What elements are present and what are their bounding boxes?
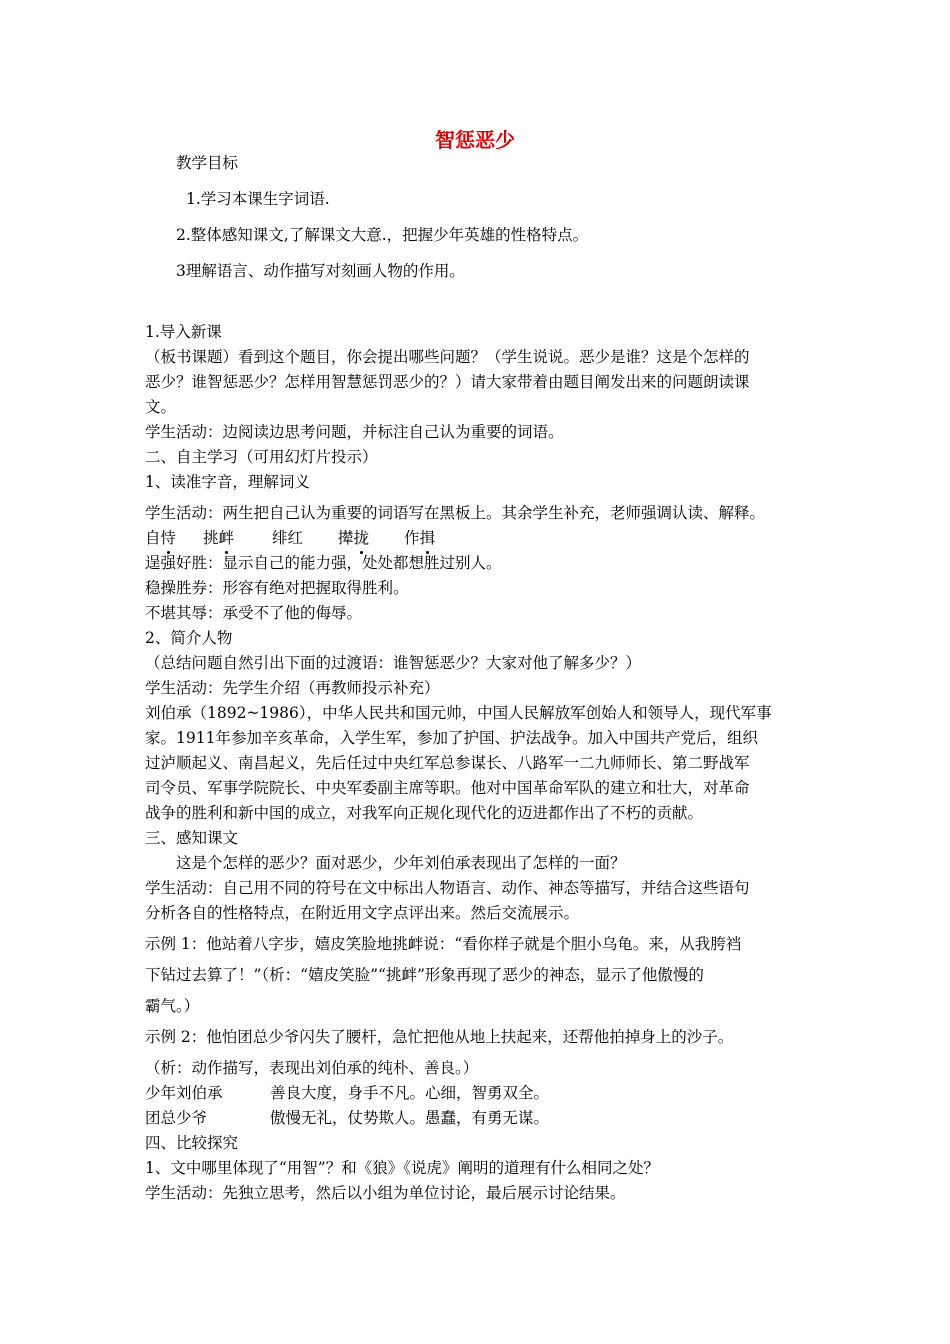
paragraph-line: 文。 (145, 398, 177, 416)
section-heading: 1.导入新课 (145, 323, 222, 341)
paragraph-line: 家。1911年参加辛亥革命，入学生军，参加了护国、护法战争。加入中国共产党后，组织 (145, 729, 758, 747)
subsection-heading: 2、简介人物 (145, 629, 233, 647)
section-heading: 二、自主学习（可用幻灯片投示） (145, 448, 378, 466)
goal-item-3: 3理解语言、动作描写对刻画人物的作用。 (176, 262, 465, 280)
paragraph-line: 1、文中哪里体现了“用智”？和《狼》《说虎》阐明的道理有什么相同之处？ (145, 1159, 659, 1177)
paragraph-line: 学生活动：先独立思考，然后以小组为单位讨论，最后展示讨论结果。 (145, 1184, 626, 1202)
paragraph-line: 这是个怎样的恶少？面对恶少，少年刘伯承表现出了怎样的一面？ (176, 854, 626, 872)
paragraph-line: 稳操胜券：形容有绝对把握取得胜利。 (145, 579, 409, 597)
paragraph-line: 下钻过去算了！”（析：“嬉皮笑脸”“挑衅”形象再现了恶少的神态，显示了他傲慢的 (145, 966, 704, 984)
paragraph-line: （板书课题）看到这个题目，你会提出哪些问题？（学生说说。恶少是谁？这是个怎样的 (145, 348, 750, 366)
vocab-word: 撵拢 (338, 529, 370, 547)
character-traits: 善良大度，身手不凡。心细，智勇双全。 (270, 1084, 550, 1102)
paragraph-line: 不堪其辱：承受不了他的侮辱。 (145, 604, 363, 622)
vocab-word: 作揖 (404, 529, 436, 547)
comparison-row (145, 1082, 550, 1104)
vocab-word: 自恃 (145, 529, 177, 547)
vocab-word: 挑衅 (203, 529, 235, 547)
goals-heading: 教学目标 (176, 154, 239, 172)
paragraph-line: 学生活动：自己用不同的符号在文中标出人物语言、动作、神态等描写，并结合这些语句 (145, 879, 750, 897)
paragraph-line: 学生活动：先学生介绍（再教师投示补充） (145, 679, 440, 697)
paragraph-line: 恶少？谁智惩恶少？怎样用智慧惩罚恶少的？）请大家带着由题目阐发出来的问题朗读课 (145, 373, 750, 391)
paragraph-line: 分析各自的性格特点，在附近用文字点评出来。然后交流展示。 (145, 904, 580, 922)
paragraph-line: 过泸顺起义、南昌起义，先后任过中央红军总参谋长、八路军一二九师师长、第二野战军 (145, 754, 750, 772)
paragraph-line: 示例 1：他站着八字步，嬉皮笑脸地挑衅说：“看你样子就是个胆小乌龟。来，从我胯裆 (145, 935, 742, 953)
character-name: 团总少爷 (145, 1109, 208, 1127)
subsection-heading: 1、读准字音，理解词义 (145, 473, 310, 491)
paragraph-line: 战争的胜利和新中国的成立，对我军向正规化现代化的迈进都作出了不朽的贡献。 (145, 804, 704, 822)
document-title: 智惩恶少 (435, 128, 515, 152)
paragraph-line: （析：动作描写，表现出刘伯承的纯朴、善良。） (145, 1059, 479, 1077)
paragraph-line: 霸气。） (145, 997, 200, 1015)
comparison-row (145, 1107, 550, 1129)
goal-item-1: 1.学习本课生字词语. (186, 190, 330, 208)
paragraph-line: 示例 2：他怕团总少爷闪失了腰杆，急忙把他从地上扶起来，还帮他拍掉身上的沙子。 (145, 1028, 734, 1046)
section-heading: 三、感知课文 (145, 829, 239, 847)
goal-item-2: 2.整体感知课文,了解课文大意.，把握少年英雄的性格特点。 (176, 226, 589, 244)
paragraph-line: 司令员、军事学院院长、中央军委副主席等职。他对中国革命军队的建立和壮大，对革命 (145, 779, 750, 797)
paragraph-line: 刘伯承（1892~1986），中华人民共和国元帅，中国人民解放军创始人和领导人，现代军事 (145, 704, 772, 722)
paragraph-line: 学生活动：边阅读边思考问题，并标注自己认为重要的词语。 (145, 423, 564, 441)
section-heading: 四、比较探究 (145, 1134, 239, 1152)
character-name: 少年刘伯承 (145, 1084, 223, 1102)
paragraph-line: 逞强好胜：显示自己的能力强，处处都想胜过别人。 (145, 554, 502, 572)
paragraph-line: 学生活动：两生把自己认为重要的词语写在黑板上。其余学生补充，老师强调认读、解释。 (145, 504, 766, 522)
character-traits: 傲慢无礼，仗势欺人。愚蠢，有勇无谋。 (270, 1109, 550, 1127)
paragraph-line: （总结问题自然引出下面的过渡语：谁智惩恶少？大家对他了解多少？） (145, 654, 642, 672)
vocab-word: 绯红 (272, 529, 304, 547)
